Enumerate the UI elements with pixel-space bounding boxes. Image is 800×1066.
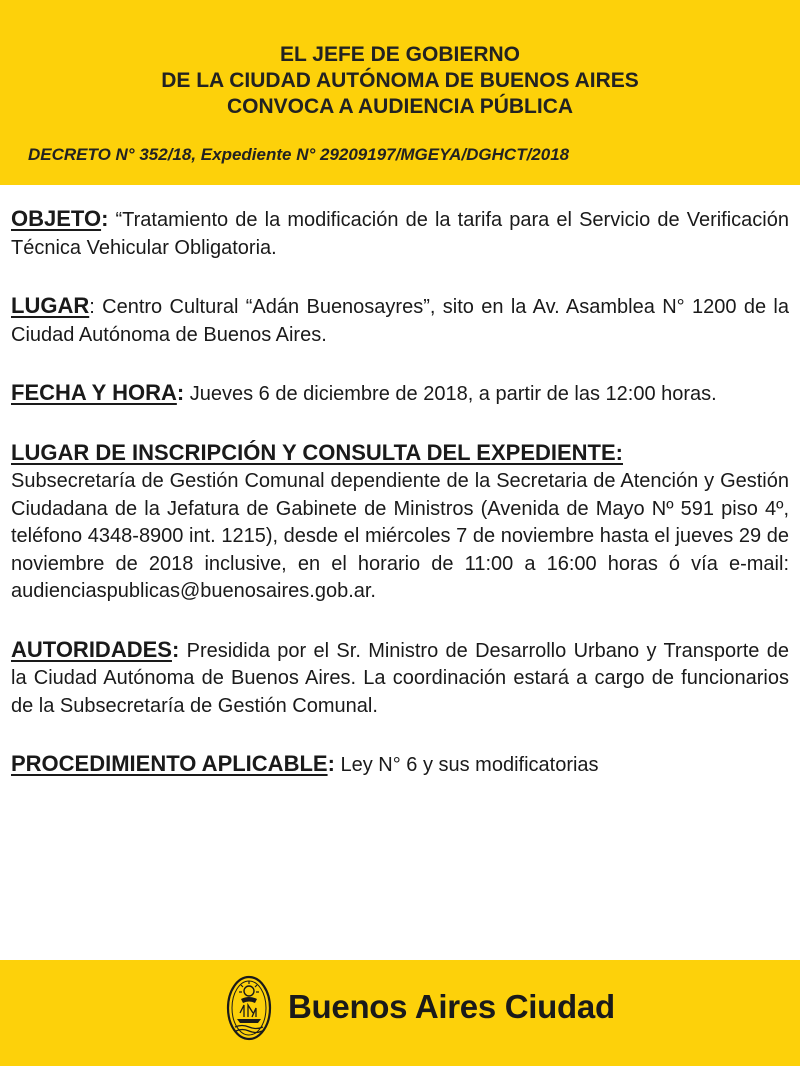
section-label: LUGAR xyxy=(11,293,90,318)
title-line-2: DE LA CIUDAD AUTÓNOMA DE BUENOS AIRES xyxy=(161,69,639,92)
title-line-1: EL JEFE DE GOBIERNO xyxy=(280,43,520,66)
section-autoridades xyxy=(11,636,789,721)
section-colon: : xyxy=(327,751,335,776)
section-label: PROCEDIMIENTO APLICABLE xyxy=(11,751,328,776)
section-colon: : xyxy=(171,636,180,662)
section-label: LUGAR DE INSCRIPCIÓN Y CONSULTA DEL EXPEDIENTE: xyxy=(11,439,623,465)
section-label: AUTORIDADES xyxy=(11,636,172,662)
section-procedimiento xyxy=(11,750,789,780)
section-colon: : xyxy=(101,206,109,231)
section-inscripcion xyxy=(11,439,789,606)
section-text: Ley N° 6 y sus modificatorias xyxy=(334,754,599,776)
decree-reference: DECRETO N° 352/18, Expediente N° 29209197/MGEYA/DGHCT/2018 xyxy=(28,145,570,164)
notice-body xyxy=(11,205,789,810)
page-title xyxy=(0,42,800,120)
section-colon: : xyxy=(176,380,185,405)
section-text: “Tratamiento de la modificación de la tarifa para el Servicio de Verificación Técnica Vehicular Obligatoria. xyxy=(11,209,789,259)
section-lugar xyxy=(11,292,789,349)
section-label: FECHA Y HORA xyxy=(11,380,177,405)
section-colon: : xyxy=(89,296,95,318)
city-seal-icon xyxy=(226,975,272,1041)
section-text: Centro Cultural “Adán Buenosayres”, sito en la Av. Asamblea N° 1200 de la Ciudad Autónoma de Buenos Aires. xyxy=(11,296,789,346)
section-fecha-hora xyxy=(11,379,789,409)
section-text: Jueves 6 de diciembre de 2018, a partir de las 12:00 horas. xyxy=(184,383,717,405)
section-text: Subsecretaría de Gestión Comunal dependiente de la Secretaria de Atención y Gestión Ciudadana de la Jefatura de Gabinete de Ministros (Avenida de Mayo Nº 591 piso 4º, teléfono 4348-8900 int. 1215), desde el miércoles 7 de noviembre hasta el jueves 29 de noviembre de 2018 inclusive, en el horario de 11:00 a 16:00 horas ó vía e-mail: audienciaspublicas@buenosaires.gob.ar. xyxy=(11,470,789,602)
section-objeto xyxy=(11,205,789,262)
title-line-3: CONVOCA A AUDIENCIA PÚBLICA xyxy=(226,95,574,118)
section-label: OBJETO xyxy=(11,206,102,231)
section-text: Presidida por el Sr. Ministro de Desarrollo Urbano y Transporte de la Ciudad Autónoma de Buenos Aires. La coordinación estará a cargo de funcionarios de la Subsecretaría de Gestión Comunal. xyxy=(11,639,789,717)
brand-wordmark: Buenos Aires Ciudad xyxy=(288,988,615,1025)
